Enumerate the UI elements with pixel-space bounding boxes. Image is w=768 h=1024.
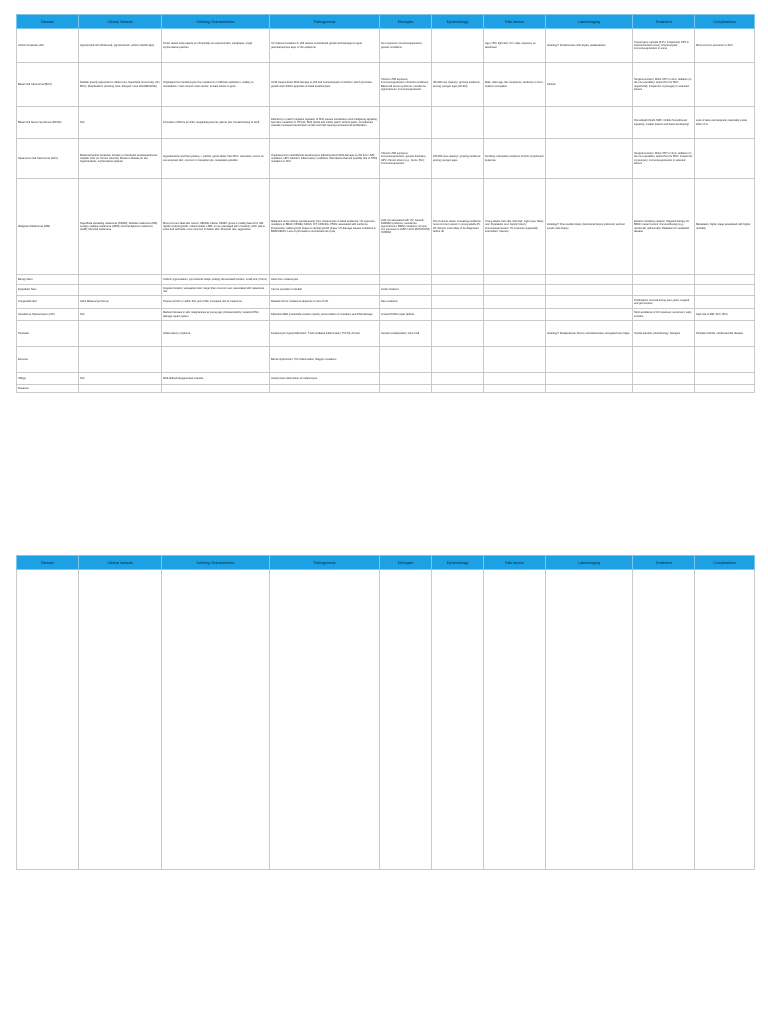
cell-risk (484, 309, 546, 321)
cell-risk: Smoking; transplant recipients; chronic lymphocytic leukemia (484, 139, 546, 179)
cell-defining (162, 347, 270, 373)
cell-pathogenesis: Defective NER (nucleotide excision repair); accumulation of mutations and DNA damage (270, 309, 380, 321)
cell-labs (546, 385, 633, 393)
cell-pathogenesis: Related risk for melanoma depends on size of CN (270, 296, 380, 309)
column-header-complications: Complications (695, 556, 755, 570)
cell-complications (695, 275, 755, 285)
cell-treatment: Topical steroids; phototherapy; biologics (633, 321, 695, 347)
cell-epidemiology (432, 347, 484, 373)
cell-disease: Actinic Keratosis (AK) (17, 29, 79, 63)
column-header-disease: Disease (17, 15, 79, 29)
cell-epidemiology (432, 309, 484, 321)
cell-variants (79, 321, 162, 347)
cell-treatment (633, 285, 695, 296)
column-header-variants: Clinical Variants (79, 556, 162, 570)
cell-pathogenesis: Malignant tumor arising spontaneously from melanocytes in basal epidermis; UV exposure; mutations in BRAF (V600E); NRAS; KIT; CDKN2A; PTEN; associated with sunburns. Progression: radial growth phase to vertical growth phase; UV damage causes mutations in BRAF/NRAS; Loss of p16 leads to unchecked cell cycle (270, 179, 380, 275)
cell-etiologies (380, 347, 432, 373)
cell-etiologies: Chronic UVB exposure; immunosuppression; genetic disorders; HPV; chronic ulcers (e.g., burns, BLI); immunosuppression (380, 139, 432, 179)
cell-complications (695, 385, 755, 393)
cell-complications: Psoriatic arthritis; cardiovascular disease (695, 321, 755, 347)
disease-table-1 (16, 14, 755, 393)
cell-treatment (633, 570, 695, 870)
cell-defining: Hyperkeratotic and fast growing -> painful, grows faster than BCC, ulceration; occurs on sun-exposed skin; common in transplant pts; metastasis possible (162, 139, 270, 179)
cell-risk (484, 570, 546, 870)
cell-epidemiology (432, 570, 484, 870)
cell-variants: Giant Melanocytic Nevus (79, 296, 162, 309)
table-row (17, 139, 755, 179)
cell-labs: Histology? Keratinocytes with atypia; parakeratosis (546, 29, 633, 63)
cell-defining: Marked increase in skin malignancies at young age; photosensitivity; impaired DNA damage repair system (162, 309, 270, 321)
column-header-labs: Labs/Imaging (546, 15, 633, 29)
cell-defining: Originates from keratinocytes from epidermis or follicular epithelium; unlikely to metastasize; most common skin cancer; at least slower to grow (162, 63, 270, 107)
cell-labs (546, 373, 633, 385)
cell-risk (484, 347, 546, 373)
cell-complications: High risk of MM, SCC, BCC (695, 309, 755, 321)
cell-treatment: Strict avoidance of UV exposure; sunscreen; early excision (633, 309, 695, 321)
column-header-treatment: Treatment (633, 556, 695, 570)
cell-treatment: Prophylactic removal during teen years; surgical and gel excision (633, 296, 695, 309)
cell-pathogenesis: Arise from melanocytes (270, 275, 380, 285)
cell-pathogenesis: Can be sporadic or familial (270, 285, 380, 296)
cell-variants: Bowenoid actinic keratosis; location on forehead; keratoacanthoma; marjolin ulcer (in chronic wounds); Bowen's disease (in situ, hyperkeratotic, erythematous plaque) (79, 139, 162, 179)
table-sheet-1 (16, 14, 754, 462)
cell-risk: Age (>50); light skin; UV; male; exposure on face/head (484, 29, 546, 63)
cell-etiologies: ALM not associated with UV; Genetic: FAMMM syndrome; xeroderma pigmentosum; BRAF mutations; chronic sun exposure in LMM; LACK MUTATIONS IN BRAF (380, 179, 432, 275)
table-row (17, 29, 755, 63)
cell-epidemiology (432, 107, 484, 139)
column-header-disease: Disease (17, 556, 79, 570)
cell-defining: Well-defined depigmented macules (162, 373, 270, 385)
cell-epidemiology (432, 275, 484, 285)
cell-disease: Xeroderma Pigmentosum (XP) (17, 309, 79, 321)
column-header-etiologies: Etiologies (380, 15, 432, 29)
cell-disease (17, 570, 79, 870)
cell-disease: Basal Cell Carcinoma (BCC) (17, 63, 79, 107)
cell-complications (695, 139, 755, 179)
cell-disease: Benign Nevi (17, 275, 79, 285)
column-header-pathogenesis: Pathogenesis (270, 556, 380, 570)
cell-variants: Nodular (pearly pigmented or darker pts); Superficial (most scaly, thin BCC); Morpheaform (scarring; face; delayed; more AGGRESSIVE) (79, 63, 162, 107)
cell-defining: Uniform pigmentation, symmetrical shape; sharply demarcated borders; small size (<6mm) (162, 275, 270, 285)
cell-risk (484, 321, 546, 347)
table-row (17, 570, 755, 870)
cell-complications (695, 373, 755, 385)
cell-complications (695, 285, 755, 296)
cell-etiologies (380, 107, 432, 139)
cell-variants (79, 570, 162, 870)
table-row (17, 347, 755, 373)
column-header-epidemiology: Epidemiology (432, 15, 484, 29)
disease-table-2 (16, 555, 755, 870)
cell-treatment: Surgical excision; Mohs; PDT or ALA; radiation (in the non-operable); topical 5-fu for BCC (superficial); imiquimod; cryosurgery in selected lesions (633, 63, 695, 107)
cell-treatment (633, 275, 695, 285)
cell-etiologies: Ras mutations (380, 296, 432, 309)
cell-epidemiology: 200,000 new cases/yr; growing incidence among younger ages (432, 139, 484, 179)
cell-disease: Malignant Melanoma (MM) (17, 179, 79, 275)
cell-risk: Young adults; Fair skin; Red hair; Light eyes; Many nevi; Dysplastic nevi; Family history; Immunosuppression; UV exposure (especially intermittent, intense) (484, 179, 546, 275)
cell-labs (546, 570, 633, 870)
cell-labs (546, 275, 633, 285)
cell-variants (79, 275, 162, 285)
cell-labs (546, 285, 633, 296)
cell-defining (162, 570, 270, 870)
cell-disease: Dysplastic Nevi (17, 285, 79, 296)
cell-risk: Male, older age, fair complexion; tendency to burn; outdoor occupation (484, 63, 546, 107)
cell-disease: Rosacea (17, 385, 79, 393)
cell-labs (546, 296, 633, 309)
column-header-epidemiology: Epidemiology (432, 556, 484, 570)
cell-epidemiology: (50,000 new cases/yr; growing incidence, among younger ages (20-40)) (432, 63, 484, 107)
cell-disease: Squamous Cell Carcinoma (SCC) (17, 139, 79, 179)
cell-risk (484, 373, 546, 385)
cell-disease: Basal Cell Nevus Syndrome (BCNS) (17, 107, 79, 139)
table-row (17, 321, 755, 347)
cell-etiologies: Chronic UVB exposure; immunosuppression; inherited conditions; Basal cell nevus syndrome; xeroderma pigmentosum; immunosuppression (380, 63, 432, 107)
cell-labs (546, 309, 633, 321)
cell-defining: Small, raised scaly papule on chronically sun-exposed skin; sandpaper, rough erythematous patches (162, 29, 270, 63)
cell-labs: Histology? Fine-needle biopsy; Excisional biopsy preferred; sentinel lymph node biopsy (546, 179, 633, 275)
cell-labs: Histology? Parakeratosis; Munro microabscesses; elongated rete ridges (546, 321, 633, 347)
cell-etiologies: Sun exposure; immunosuppression; genetic conditions (380, 29, 432, 63)
table-row (17, 373, 755, 385)
cell-risk (484, 385, 546, 393)
cell-epidemiology (432, 321, 484, 347)
cell-epidemiology (432, 373, 484, 385)
column-header-defining: Defining Characteristics (162, 556, 270, 570)
cell-disease: Congenital Nevi (17, 296, 79, 309)
cell-defining: Most common fatal skin cancer; ABCDE criteria; SSMM: grows in radial phase first; NM: rapidly vertical growth, raised nodule; LMM: on sun-damaged skin of elderly; ALM: palms, soles and nail beds; more common in darker skin; Mucosal: rare, aggressive (162, 179, 270, 275)
cell-pathogenesis: Keratinocyte hyperproliferation; T-cell mediated inflammation; Th17/IL-23 axis (270, 321, 380, 347)
cell-risk (484, 285, 546, 296)
cell-defining: Inflammatory; erythema (162, 321, 270, 347)
cell-treatment (633, 385, 695, 393)
cell-defining: Present at birth or within first year of life; increased risk of melanoma (162, 296, 270, 309)
table-row (17, 385, 755, 393)
table-sheet-2 (16, 555, 754, 1024)
cell-risk (484, 296, 546, 309)
table-row (17, 285, 755, 296)
table-row (17, 275, 755, 285)
cell-pathogenesis: Deficiency in patch (negative regulator of Shh) causes constitutive sonic hedgehog signaling. Germline mutations in PTCH1; Both hands and mitotic patch: without patch, smoothened cascade increased transcription of Gli1 and Gli2 causing increased cell proliferation (270, 107, 380, 139)
cell-pathogenesis (270, 385, 380, 393)
cell-complications (695, 570, 755, 870)
cell-epidemiology (432, 385, 484, 393)
table-row (17, 107, 755, 139)
cell-etiologies: Genetic predisposition; HLA-Cw6 (380, 321, 432, 347)
cell-defining: Formation of BCCs as child, megalokaryosomal, palmar pits, frontal bossing of skull (162, 107, 270, 139)
cell-treatment: Surgical excision; Mohs; PDT or ALA; radiation (in the non-operable); topical 5-fu for BCC; imiquimod; cryosurgery; immunosuppression in selected lesions (633, 139, 695, 179)
column-header-etiologies: Etiologies (380, 556, 432, 570)
cell-etiologies: Acral mutations (380, 285, 432, 296)
cell-variants: Hypertrophic AK (thickened), pigmented AK, actinic cheilitis (lips) (79, 29, 162, 63)
cell-variants: N/A (79, 107, 162, 139)
header-row (17, 556, 755, 570)
cell-etiologies: At least 8 DNA repair defects (380, 309, 432, 321)
cell-etiologies (380, 275, 432, 285)
cell-disease: Vitiligo (17, 373, 79, 385)
cell-pathogenesis: Barrier dysfunction; Th2 inflammation; filaggrin mutations (270, 347, 380, 373)
table-row (17, 179, 755, 275)
cell-epidemiology: 6% of cancer cases; increasing incidence; most common cancer in young adults 25-29; Women more likely to be diagnosed before 40 (432, 179, 484, 275)
column-header-treatment: Treatment (633, 15, 695, 29)
cell-complications (695, 296, 755, 309)
cell-epidemiology (432, 296, 484, 309)
cell-complications (695, 347, 755, 373)
cell-treatment (633, 373, 695, 385)
cell-epidemiology (432, 29, 484, 63)
cell-variants: Superficial spreading melanoma (SSMM); Nodular melanoma (NM); Lentigo maligna melanoma (LMM); Acral lentiginous melanoma (ALM); Mucosal melanoma (79, 179, 162, 275)
cell-labs: Clinical (546, 63, 633, 107)
table-row (17, 309, 755, 321)
cell-risk (484, 275, 546, 285)
cell-treatment: Vismodegib (binds SMO; inhibits Smoothened signaling; smaller lesions and fewer developing) (633, 107, 695, 139)
cell-variants (79, 285, 162, 296)
cell-pathogenesis: Originates from interfollicular keratinocytes following direct DNA damage to p53 from UVB; mutations; HPV infection; inflammatory conditions; Aberrations that are possibly due to TP53 mutations in SCC (270, 139, 380, 179)
column-header-pathogenesis: Pathogenesis (270, 15, 380, 29)
cell-complications: Loss of taste and alopecia; potentially a side effect of tx (695, 107, 755, 139)
cell-risk (484, 107, 546, 139)
cell-defining: Irregular borders; variegated color; larger than common nevi; associated with melanoma risk (162, 285, 270, 296)
table-row (17, 296, 755, 309)
cell-disease: Eczema (17, 347, 79, 373)
column-header-risk: Risk factors (484, 15, 546, 29)
column-header-variants: Clinical Variants (79, 15, 162, 29)
table-row (17, 63, 755, 107)
column-header-labs: Labs/Imaging (546, 556, 633, 570)
cell-etiologies (380, 570, 432, 870)
cell-variants: N/A (79, 373, 162, 385)
cell-labs (546, 107, 633, 139)
cell-pathogenesis: Autoimmune destruction of melanocytes (270, 373, 380, 385)
cell-variants (79, 347, 162, 373)
header-row (17, 15, 755, 29)
cell-complications (695, 63, 755, 107)
cell-disease: Psoriasis (17, 321, 79, 347)
cell-pathogenesis: UV induced mutations in p53 causes unrestrained growth and damage to upper granular/spinous layer of the epidermis (270, 29, 380, 63)
cell-variants (79, 385, 162, 393)
cell-pathogenesis (270, 570, 380, 870)
cell-labs (546, 347, 633, 373)
cell-epidemiology (432, 285, 484, 296)
column-header-risk: Risk factors (484, 556, 546, 570)
cell-treatment: Excision including margins; Targeted therapy for BRAF mutant tumors; Immunotherapy (e.g., nivolumab, ipilimumab); Radiation for metastatic disease (633, 179, 695, 275)
cell-labs (546, 139, 633, 179)
cell-pathogenesis: UV-B causes direct DNA damage to p53 and overexpression of Hh/GLI, which promotes growth and inhibits apoptosis of basal keratinocytes (270, 63, 380, 107)
cell-etiologies (380, 385, 432, 393)
cell-complications: Most common precursor to SCC (695, 29, 755, 63)
cell-complications: Metastasis; higher stage associated with higher mortality (695, 179, 755, 275)
column-header-defining: Defining Characteristics (162, 15, 270, 29)
cell-defining (162, 385, 270, 393)
cell-variants: N/A (79, 309, 162, 321)
cell-treatment (633, 347, 695, 373)
cell-etiologies (380, 373, 432, 385)
column-header-complications: Complications (695, 15, 755, 29)
cell-treatment: Cryosurgery, topicals (5-FU, imiquimod); PDT in selected lesions (ALA); chemical peel; immunosuppression in some (633, 29, 695, 63)
